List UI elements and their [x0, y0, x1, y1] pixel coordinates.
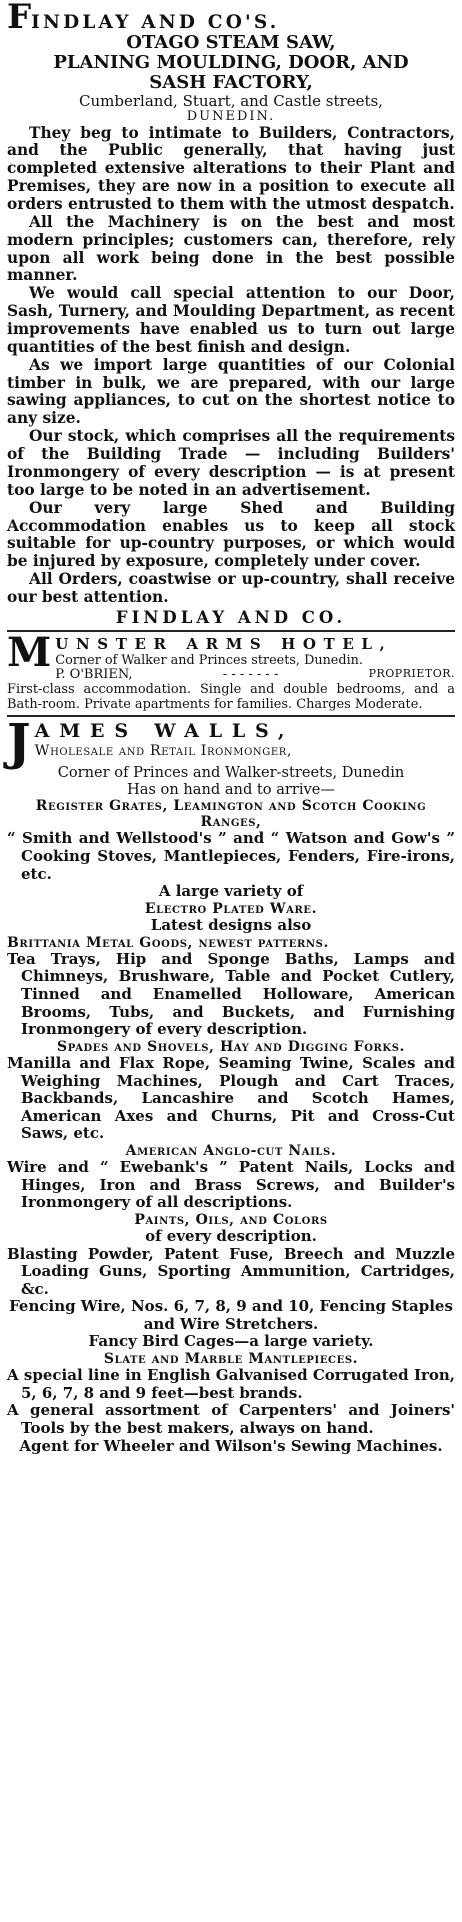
walls-body	[7, 764, 455, 1456]
walls-item: Brittania Metal Goods, newest patterns.	[7, 934, 329, 951]
walls-item: of every description.	[145, 1227, 317, 1246]
walls-title: AMES WALLS,	[34, 720, 295, 743]
walls-location: Corner of Princes and Walker-streets, Dunedin	[57, 763, 405, 781]
findlay-paragraph: Our very large Shed and Building Accommodation enables us to keep all stock suitable for up-country purposes, or which would be injured by exposure, completely under cover.	[7, 498, 455, 571]
findlay-subtitle-3: SASH FACTORY,	[149, 71, 313, 93]
findlay-paragraph: They beg to intimate to Builders, Contractors, and the Public generally, that having just completed extensive alterations to their Plant and Premises, they are now in a position to execute all orders entrusted to them with the utmost despatch.	[7, 123, 455, 214]
walls-item: American Anglo-cut Nails.	[125, 1142, 337, 1159]
walls-item: Wire and “ Ewebank's ” Patent Nails, Locks and Hinges, Iron and Brass Screws, and Builder's Ironmongery of all descriptions.	[7, 1158, 455, 1212]
munster-details: First-class accommodation. Single and double bedrooms, and a Bath-room. Private apartments for families. Charges Moderate.	[7, 682, 455, 712]
munster-proprietor-name: P. O'BRIEN,	[55, 667, 133, 683]
walls-item: A special line in English Galvanised Corrugated Iron, 5, 6, 7, 8 and 9 feet—best brands.	[7, 1366, 455, 1402]
findlay-header-text: INDLAY AND CO'S.	[31, 12, 280, 33]
munster-initial: M	[7, 629, 52, 677]
findlay-paragraph: All the Machinery is on the best and most modern principles; customers can, therefore, rely upon all work being done in the best possible manner.	[7, 212, 455, 285]
walls-item: Manilla and Flax Rope, Seaming Twine, Scales and Weighing Machines, Plough and Cart Traces, Backbands, Lancashire and Scotch Hames, American Axes and Churns, Pit and Cross-Cut Saws, etc.	[7, 1054, 455, 1143]
findlay-paragraph: As we import large quantities of our Colonial timber in bulk, we are prepared, with our large sawing appliances, to cut on the shortest notice to any size.	[7, 355, 455, 428]
findlay-paragraph: All Orders, coastwise or up-country, shall receive our best attention.	[7, 570, 455, 606]
walls-advertisement	[7, 712, 455, 1455]
walls-arrive: Has on hand and to arrive—	[126, 780, 336, 798]
findlay-address: Cumberland, Stuart, and Castle streets,	[79, 91, 383, 110]
divider	[7, 630, 455, 632]
walls-item: Spades and Shovels, Hay and Digging Forks.	[57, 1038, 405, 1055]
walls-trade: Wholesale and Retail Ironmonger,	[34, 742, 293, 759]
findlay-initial: F	[7, 0, 32, 37]
munster-proprietor-line	[55, 668, 455, 683]
findlay-paragraph: We would call special attention to our Door, Sash, Turnery, and Moulding Department, as recent improvements have enabled us to turn out large quantities of the best finish and design.	[7, 284, 455, 356]
findlay-signature: FINDLAY AND CO.	[115, 607, 347, 627]
walls-item: Blasting Powder, Patent Fuse, Breech and Muzzle Loading Guns, Sporting Ammunition, Cartridges, &c.	[7, 1244, 455, 1298]
findlay-advertisement	[7, 0, 455, 627]
walls-item: Latest designs also	[150, 916, 312, 934]
walls-item: “ Smith and Wellstood's ” and “ Watson and Gow's ” Cooking Stoves, Mantlepieces, Fenders, Fire-irons, etc.	[7, 829, 455, 883]
findlay-header	[7, 0, 455, 37]
findlay-paragraph: Our stock, which comprises all the requirements of the Building Trade — including Builders' Ironmongery of every description — is at present too large to be noted in an advertisement.	[7, 427, 455, 499]
findlay-subtitle-2: PLANING MOULDING, DOOR, AND	[53, 51, 409, 73]
munster-advertisement	[7, 629, 455, 712]
munster-proprietor-dashes: - - - - - - -	[222, 667, 279, 683]
divider	[7, 715, 455, 717]
munster-location: Corner of Walker and Princes streets, Dunedin.	[55, 653, 363, 669]
findlay-subtitle-1: OTAGO STEAM SAW,	[126, 31, 336, 53]
walls-initial: J	[7, 712, 31, 772]
walls-item: Paints, Oils, and Colors	[134, 1211, 328, 1228]
findlay-town: DUNEDIN.	[186, 108, 276, 124]
walls-item: Fancy Bird Cages—a large variety.	[88, 1332, 374, 1351]
walls-item: Fencing Wire, Nos. 6, 7, 8, 9 and 10, Fencing Staples and Wire Stretchers.	[9, 1297, 453, 1333]
findlay-body	[7, 125, 455, 607]
walls-item-list	[7, 798, 455, 1455]
walls-item: A general assortment of Carpenters' and Joiners' Tools by the best makers, always on hand.	[7, 1401, 455, 1437]
munster-header	[7, 629, 455, 683]
munster-title: UNSTER ARMS HOTEL,	[55, 635, 393, 654]
walls-item: Electro Plated Ware.	[144, 900, 318, 917]
walls-item: Register Grates, Leamington and Scotch Cooking Ranges,	[35, 797, 427, 831]
munster-proprietor-label: PROPRIETOR.	[368, 667, 455, 681]
walls-item: Tea Trays, Hip and Sponge Baths, Lamps and Chimneys, Brushware, Table and Pocket Cutlery, Tinned and Enamelled Holloware, American Brooms, Tubs, and Buckets, and Furnishing Ironmongery of every description.	[7, 949, 455, 1039]
walls-item: Slate and Marble Mantlepieces.	[103, 1350, 359, 1367]
walls-item: A large variety of	[158, 882, 304, 901]
walls-item: Agent for Wheeler and Wilson's Sewing Machines.	[19, 1436, 443, 1455]
